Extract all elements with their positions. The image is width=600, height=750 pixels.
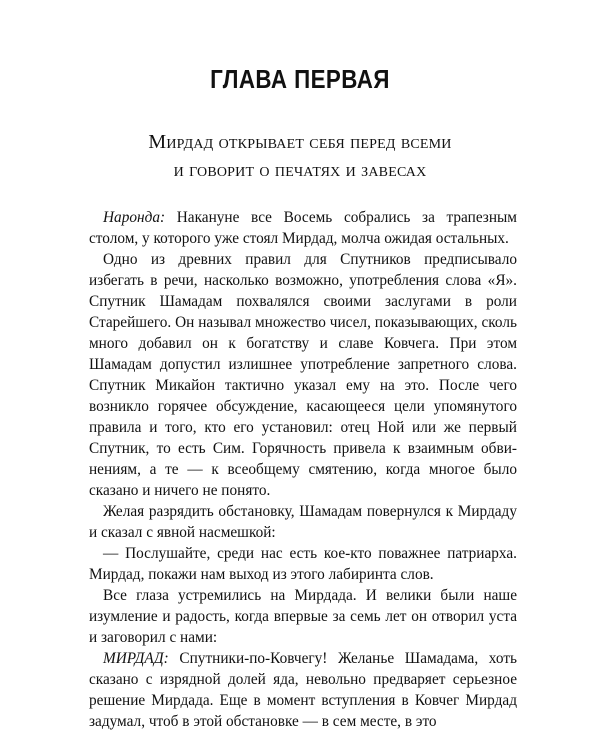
speaker-name: МИРДАД:	[103, 650, 169, 667]
paragraph-text: — Послушайте, среди нас есть кое-кто поважнее патриарха. Мирдад, покажи нам выход из этого лабиринта слов.	[89, 545, 517, 583]
chapter-title: ГЛАВА ПЕРВАЯ	[210, 64, 390, 94]
paragraph	[89, 648, 517, 732]
paragraph-text: Спутники-по-Ковчегу! Желанье Шамадама, хоть сказано с изрядной долей яда, невольно предваряет серьезное решение Мирдада. Еще в момент вступления в Ковчег Мирдад задумал, чтоб в этой обстановке — в сем месте, в это	[89, 650, 517, 730]
paragraph	[89, 249, 517, 501]
paragraph	[89, 501, 517, 543]
speaker-name: Наронда:	[103, 209, 166, 226]
paragraph-text: Желая разрядить обстановку, Шамадам повернулся к Мирдаду и сказал с явной насмешкой:	[89, 503, 517, 541]
paragraph	[89, 207, 517, 249]
paragraph-text: Накануне все Восемь собрались за трапезным столом, у которого уже стоял Мирдад, молча ожидая остальных.	[89, 209, 517, 247]
subtitle-line-2: и говорит о печатях и завесах	[173, 159, 427, 181]
paragraph-text: Одно из древних правил для Спутников предписывало избегать в речи, насколько возможно, употребления слова «Я». Спутник Шамадам похвалялся своими заслугами в роли Старейшего. Он называл множество чисел, показывающих, сколь много добавил он к богатству и славе Ковчега. При этом Шамадам допустил излишнее употребление запретного слова. Спутник Микайон тактично указал ему на это. После чего возникло горячее обсуждение, касающееся цели упомянутого правила и того, кто его установил: отец Ной или же первый Спутник, то есть Сим. Горячность привела к взаимным обвинениям, а те — к всеобщему смятению, когда многое было сказано и ничего не понято.	[89, 251, 517, 499]
paragraph	[89, 585, 517, 648]
chapter-subtitle	[0, 128, 600, 184]
paragraph	[89, 543, 517, 585]
body-text	[89, 207, 517, 732]
subtitle-line-1: Мирдад открывает себя перед всеми	[148, 131, 452, 153]
paragraph-text: Все глаза устремились на Мирдада. И велики были наше изумление и радость, когда впервые за семь лет он отворил уста и заговорил с нами:	[89, 587, 517, 646]
